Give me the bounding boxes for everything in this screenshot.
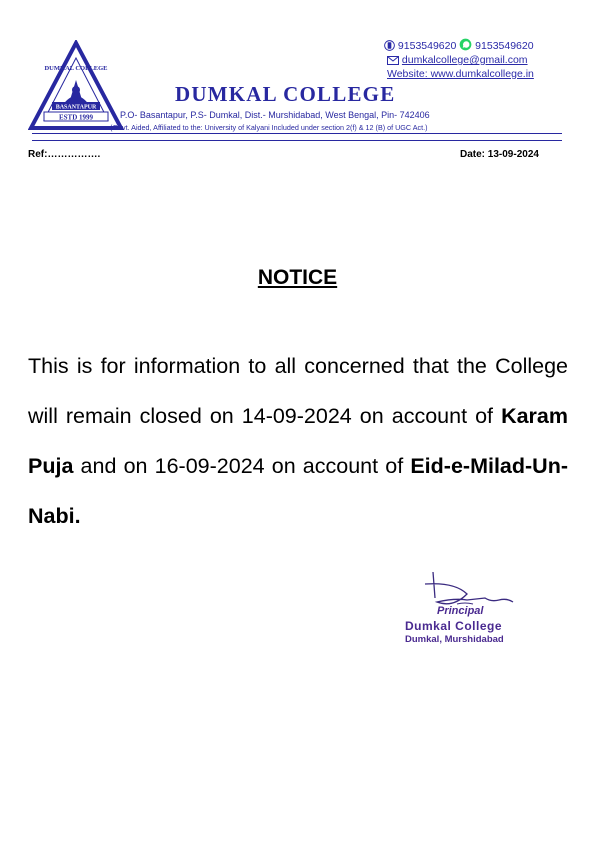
notice-date: Date: 13-09-2024: [460, 149, 539, 160]
email-row: [384, 53, 534, 67]
notice-holiday-1: Karam Puja: [28, 404, 568, 478]
signature-org: Dumkal College: [405, 619, 503, 633]
notice-body: [28, 341, 568, 541]
header-separator: [32, 133, 562, 141]
notice-text-1: This is for information to all concerned that the College will remain closed on 14-09-2024 on account of: [28, 354, 568, 428]
contact-block: [384, 38, 534, 81]
logo-band-text: BASANTAPUR: [55, 104, 97, 111]
phone-row: [384, 38, 534, 53]
signature-place: Dumkal, Murshidabad: [405, 634, 504, 645]
mail-icon: [387, 56, 399, 65]
notice-text-2: and on 16-09-2024 on account of: [73, 454, 411, 478]
whatsapp-icon: [459, 38, 472, 51]
reference-number: Ref:…………….: [28, 149, 101, 160]
phone-number-2[interactable]: 9153549620: [475, 40, 534, 52]
college-affiliation: (Govt. Aided, Affiliated to the: University of Kalyani Included under section 2(f) & 12 (B) of UGC Act.): [110, 123, 428, 132]
website-row: [384, 67, 534, 81]
college-logo: [28, 40, 124, 132]
website-link[interactable]: Website: www.dumkalcollege.in: [387, 68, 534, 80]
logo-estd-text: ESTD 1999: [58, 113, 94, 122]
logo-top-text: DUMKAL COLLEGE: [44, 65, 108, 72]
college-title: DUMKAL COLLEGE: [175, 82, 396, 106]
email-link[interactable]: dumkalcollege@gmail.com: [401, 54, 528, 66]
notice-heading: NOTICE: [257, 266, 338, 289]
phone-number-1[interactable]: 9153549620: [397, 40, 457, 52]
phone-icon: [384, 40, 395, 51]
signature-title: Principal: [437, 605, 484, 617]
notice-holiday-2: Eid-e-Milad-Un-Nabi.: [28, 454, 568, 528]
college-address: P.O- Basantapur, P.S- Dumkal, Dist.- Murshidabad, West Bengal, Pin- 742406: [120, 110, 430, 120]
